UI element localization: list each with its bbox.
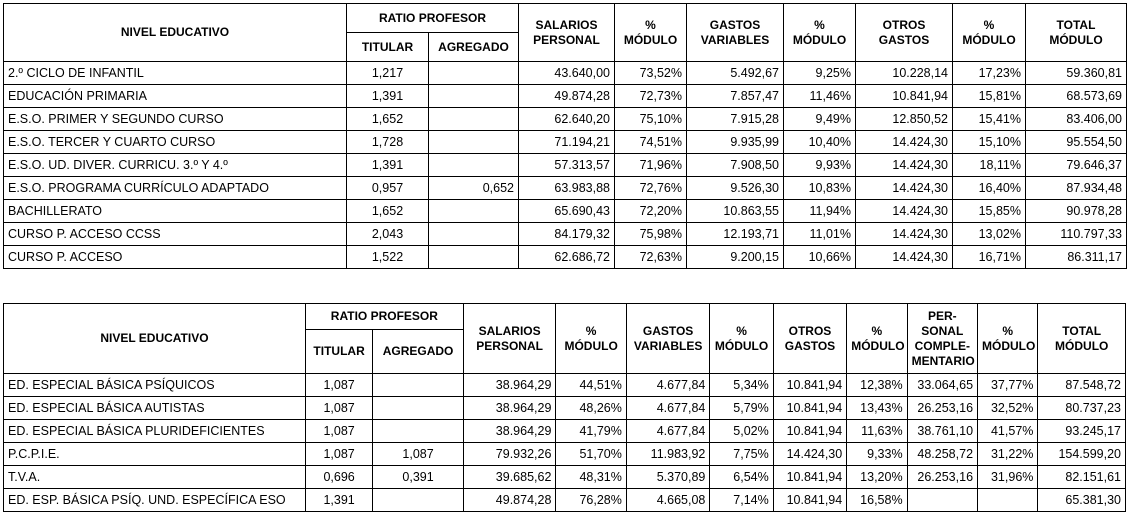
cell-pct-gastos: 10,40%: [784, 131, 856, 154]
cell-agregado: 0,652: [429, 177, 519, 200]
cell-nivel: P.C.P.I.E.: [4, 443, 306, 466]
cell-otros: 10.841,94: [773, 374, 846, 397]
cell-total: 87.548,72: [1038, 374, 1126, 397]
cell-gastos: 5.370,89: [626, 466, 710, 489]
cell-salarios: 38.964,29: [463, 374, 556, 397]
table-row: [4, 154, 1127, 177]
cell-pct-salarios: 44,51%: [556, 374, 626, 397]
cell-pct-salarios: 75,98%: [615, 223, 687, 246]
cell-total: 93.245,17: [1038, 420, 1126, 443]
cell-agregado: [373, 420, 464, 443]
cell-agregado: [373, 489, 464, 512]
cell-pct-otros: 16,58%: [847, 489, 907, 512]
header-agregado: AGREGADO: [429, 33, 519, 62]
cell-total: 82.151,61: [1038, 466, 1126, 489]
cell-nivel: CURSO P. ACCESO CCSS: [4, 223, 347, 246]
cell-gastos: 11.983,92: [626, 443, 710, 466]
header-agregado: AGREGADO: [373, 330, 464, 374]
cell-total: 80.737,23: [1038, 397, 1126, 420]
header-pct-modulo-gastos: % MÓDULO: [710, 304, 773, 374]
header-otros-gastos: OTROS GASTOS: [856, 4, 953, 62]
cell-pct-salarios: 76,28%: [556, 489, 626, 512]
cell-agregado: [429, 223, 519, 246]
cell-pct-otros: 13,02%: [953, 223, 1026, 246]
cell-titular: 1,391: [347, 154, 429, 177]
cell-pct-complementario: 31,96%: [978, 466, 1038, 489]
cell-pct-salarios: 75,10%: [615, 108, 687, 131]
cell-complementario: 38.761,10: [907, 420, 977, 443]
cell-agregado: [429, 131, 519, 154]
cell-complementario: [907, 489, 977, 512]
cell-agregado: [373, 374, 464, 397]
cell-titular: 1,087: [305, 443, 372, 466]
cell-pct-otros: 13,20%: [847, 466, 907, 489]
cell-pct-salarios: 72,73%: [615, 85, 687, 108]
cell-otros: 10.228,14: [856, 62, 953, 85]
cell-total: 87.934,48: [1026, 177, 1127, 200]
cell-nivel: T.V.A.: [4, 466, 306, 489]
header-pct-modulo-complementario: % MÓDULO: [978, 304, 1038, 374]
cell-total: 83.406,00: [1026, 108, 1127, 131]
cell-pct-otros: 11,63%: [847, 420, 907, 443]
header-salarios-personal: SALARIOS PERSONAL: [519, 4, 615, 62]
cell-nivel: ED. ESPECIAL BÁSICA AUTISTAS: [4, 397, 306, 420]
cell-pct-gastos: 9,93%: [784, 154, 856, 177]
cell-total: 59.360,81: [1026, 62, 1127, 85]
table-row: [4, 85, 1127, 108]
header-gastos-variables: GASTOS VARIABLES: [626, 304, 710, 374]
cell-nivel: CURSO P. ACCESO: [4, 246, 347, 269]
cell-complementario: 48.258,72: [907, 443, 977, 466]
cell-otros: 14.424,30: [856, 223, 953, 246]
cell-pct-salarios: 73,52%: [615, 62, 687, 85]
cell-pct-gastos: 9,49%: [784, 108, 856, 131]
cell-titular: 1,652: [347, 200, 429, 223]
cell-titular: 1,522: [347, 246, 429, 269]
cell-gastos: 5.492,67: [687, 62, 784, 85]
cell-pct-salarios: 72,63%: [615, 246, 687, 269]
table-row: [4, 397, 1126, 420]
cell-titular: 1,217: [347, 62, 429, 85]
cell-pct-gastos: 5,34%: [710, 374, 773, 397]
cell-pct-gastos: 6,54%: [710, 466, 773, 489]
header-total-modulo: TOTAL MÓDULO: [1026, 4, 1127, 62]
cell-salarios: 38.964,29: [463, 397, 556, 420]
header-pct-modulo-salarios: % MÓDULO: [615, 4, 687, 62]
cell-pct-otros: 13,43%: [847, 397, 907, 420]
cell-salarios: 39.685,62: [463, 466, 556, 489]
cell-otros: 10.841,94: [856, 85, 953, 108]
header-total-modulo: TOTAL MÓDULO: [1038, 304, 1126, 374]
cell-complementario: 33.064,65: [907, 374, 977, 397]
cell-nivel: E.S.O. PROGRAMA CURRÍCULO ADAPTADO: [4, 177, 347, 200]
cell-gastos: 9.935,99: [687, 131, 784, 154]
header-pct-modulo-gastos: % MÓDULO: [784, 4, 856, 62]
cell-pct-otros: 15,81%: [953, 85, 1026, 108]
header-nivel-educativo: NIVEL EDUCATIVO: [4, 304, 306, 374]
cell-salarios: 62.686,72: [519, 246, 615, 269]
cell-gastos: 4.677,84: [626, 397, 710, 420]
table-row: [4, 443, 1126, 466]
cell-agregado: 0,391: [373, 466, 464, 489]
cell-nivel: E.S.O. TERCER Y CUARTO CURSO: [4, 131, 347, 154]
header-titular: TITULAR: [347, 33, 429, 62]
cell-total: 65.381,30: [1038, 489, 1126, 512]
modules-table-special: [3, 303, 1126, 512]
table-row: [4, 223, 1127, 246]
cell-nivel: ED. ESP. BÁSICA PSÍQ. UND. ESPECÍFICA ESO: [4, 489, 306, 512]
cell-pct-salarios: 72,20%: [615, 200, 687, 223]
table-row: [4, 131, 1127, 154]
cell-titular: 1,728: [347, 131, 429, 154]
cell-pct-complementario: 32,52%: [978, 397, 1038, 420]
cell-salarios: 43.640,00: [519, 62, 615, 85]
cell-pct-gastos: 5,79%: [710, 397, 773, 420]
cell-pct-otros: 9,33%: [847, 443, 907, 466]
header-pct-modulo-otros: % MÓDULO: [847, 304, 907, 374]
cell-titular: 1,652: [347, 108, 429, 131]
cell-nivel: 2.º CICLO DE INFANTIL: [4, 62, 347, 85]
cell-pct-complementario: 37,77%: [978, 374, 1038, 397]
table-row: [4, 420, 1126, 443]
cell-otros: 10.841,94: [773, 420, 846, 443]
cell-pct-gastos: 5,02%: [710, 420, 773, 443]
header-salarios-personal: SALARIOS PERSONAL: [463, 304, 556, 374]
cell-otros: 14.424,30: [856, 246, 953, 269]
cell-gastos: 7.857,47: [687, 85, 784, 108]
cell-pct-otros: 16,71%: [953, 246, 1026, 269]
cell-pct-gastos: 7,14%: [710, 489, 773, 512]
table-row: [4, 466, 1126, 489]
cell-salarios: 62.640,20: [519, 108, 615, 131]
cell-salarios: 57.313,57: [519, 154, 615, 177]
header-ratio-profesor: RATIO PROFESOR: [347, 4, 519, 33]
cell-titular: 0,957: [347, 177, 429, 200]
cell-total: 110.797,33: [1026, 223, 1127, 246]
cell-titular: 1,087: [305, 374, 372, 397]
cell-pct-salarios: 51,70%: [556, 443, 626, 466]
cell-pct-salarios: 74,51%: [615, 131, 687, 154]
cell-pct-otros: 12,38%: [847, 374, 907, 397]
cell-pct-gastos: 10,83%: [784, 177, 856, 200]
cell-pct-otros: 15,85%: [953, 200, 1026, 223]
cell-gastos: 10.863,55: [687, 200, 784, 223]
cell-complementario: 26.253,16: [907, 466, 977, 489]
cell-nivel: ED. ESPECIAL BÁSICA PLURIDEFICIENTES: [4, 420, 306, 443]
cell-pct-salarios: 48,26%: [556, 397, 626, 420]
header-gastos-variables: GASTOS VARIABLES: [687, 4, 784, 62]
cell-titular: 0,696: [305, 466, 372, 489]
cell-pct-salarios: 48,31%: [556, 466, 626, 489]
cell-pct-complementario: 31,22%: [978, 443, 1038, 466]
cell-pct-gastos: 10,66%: [784, 246, 856, 269]
header-otros-gastos: OTROS GASTOS: [773, 304, 846, 374]
table-row: [4, 246, 1127, 269]
cell-otros: 10.841,94: [773, 489, 846, 512]
cell-salarios: 84.179,32: [519, 223, 615, 246]
cell-pct-gastos: 11,46%: [784, 85, 856, 108]
table-row: [4, 108, 1127, 131]
cell-total: 86.311,17: [1026, 246, 1127, 269]
cell-otros: 14.424,30: [856, 154, 953, 177]
cell-total: 90.978,28: [1026, 200, 1127, 223]
cell-total: 68.573,69: [1026, 85, 1127, 108]
cell-pct-gastos: 7,75%: [710, 443, 773, 466]
cell-pct-otros: 18,11%: [953, 154, 1026, 177]
cell-otros: 14.424,30: [773, 443, 846, 466]
cell-titular: 1,391: [305, 489, 372, 512]
cell-gastos: 7.908,50: [687, 154, 784, 177]
cell-gastos: 4.677,84: [626, 374, 710, 397]
cell-agregado: [429, 85, 519, 108]
table-row: [4, 489, 1126, 512]
cell-titular: 1,391: [347, 85, 429, 108]
cell-total: 154.599,20: [1038, 443, 1126, 466]
cell-titular: 2,043: [347, 223, 429, 246]
header-personal-complementario: PER- SONAL COMPLE- MENTARIO: [907, 304, 977, 374]
cell-nivel: E.S.O. UD. DIVER. CURRICU. 3.º Y 4.º: [4, 154, 347, 177]
cell-otros: 10.841,94: [773, 397, 846, 420]
cell-salarios: 49.874,28: [519, 85, 615, 108]
cell-pct-complementario: 41,57%: [978, 420, 1038, 443]
cell-pct-otros: 16,40%: [953, 177, 1026, 200]
table-row: [4, 374, 1126, 397]
cell-pct-salarios: 41,79%: [556, 420, 626, 443]
cell-nivel: E.S.O. PRIMER Y SEGUNDO CURSO: [4, 108, 347, 131]
cell-pct-otros: 15,10%: [953, 131, 1026, 154]
cell-gastos: 12.193,71: [687, 223, 784, 246]
cell-otros: 14.424,30: [856, 177, 953, 200]
table-row: [4, 177, 1127, 200]
header-ratio-profesor: RATIO PROFESOR: [305, 304, 463, 330]
cell-pct-gastos: 9,25%: [784, 62, 856, 85]
cell-gastos: 9.200,15: [687, 246, 784, 269]
cell-salarios: 79.932,26: [463, 443, 556, 466]
header-pct-modulo-salarios: % MÓDULO: [556, 304, 626, 374]
cell-agregado: [373, 397, 464, 420]
cell-gastos: 4.665,08: [626, 489, 710, 512]
cell-gastos: 7.915,28: [687, 108, 784, 131]
cell-pct-otros: 17,23%: [953, 62, 1026, 85]
cell-pct-gastos: 11,01%: [784, 223, 856, 246]
cell-agregado: [429, 62, 519, 85]
cell-titular: 1,087: [305, 420, 372, 443]
table-row: [4, 200, 1127, 223]
cell-otros: 14.424,30: [856, 131, 953, 154]
cell-agregado: [429, 200, 519, 223]
cell-salarios: 71.194,21: [519, 131, 615, 154]
table-row: [4, 62, 1127, 85]
cell-gastos: 4.677,84: [626, 420, 710, 443]
cell-salarios: 63.983,88: [519, 177, 615, 200]
cell-otros: 10.841,94: [773, 466, 846, 489]
cell-pct-complementario: [978, 489, 1038, 512]
cell-pct-otros: 15,41%: [953, 108, 1026, 131]
header-titular: TITULAR: [305, 330, 372, 374]
cell-pct-gastos: 11,94%: [784, 200, 856, 223]
cell-nivel: BACHILLERATO: [4, 200, 347, 223]
modules-table-general: [3, 3, 1127, 269]
cell-complementario: 26.253,16: [907, 397, 977, 420]
cell-gastos: 9.526,30: [687, 177, 784, 200]
header-nivel-educativo: NIVEL EDUCATIVO: [4, 4, 347, 62]
cell-pct-salarios: 72,76%: [615, 177, 687, 200]
cell-titular: 1,087: [305, 397, 372, 420]
cell-total: 79.646,37: [1026, 154, 1127, 177]
cell-otros: 14.424,30: [856, 200, 953, 223]
cell-agregado: [429, 246, 519, 269]
header-pct-modulo-otros: % MÓDULO: [953, 4, 1026, 62]
cell-pct-salarios: 71,96%: [615, 154, 687, 177]
cell-agregado: [429, 154, 519, 177]
cell-nivel: EDUCACIÓN PRIMARIA: [4, 85, 347, 108]
cell-agregado: [429, 108, 519, 131]
cell-nivel: ED. ESPECIAL BÁSICA PSÍQUICOS: [4, 374, 306, 397]
cell-otros: 12.850,52: [856, 108, 953, 131]
cell-total: 95.554,50: [1026, 131, 1127, 154]
cell-salarios: 65.690,43: [519, 200, 615, 223]
cell-salarios: 49.874,28: [463, 489, 556, 512]
cell-agregado: 1,087: [373, 443, 464, 466]
cell-salarios: 38.964,29: [463, 420, 556, 443]
